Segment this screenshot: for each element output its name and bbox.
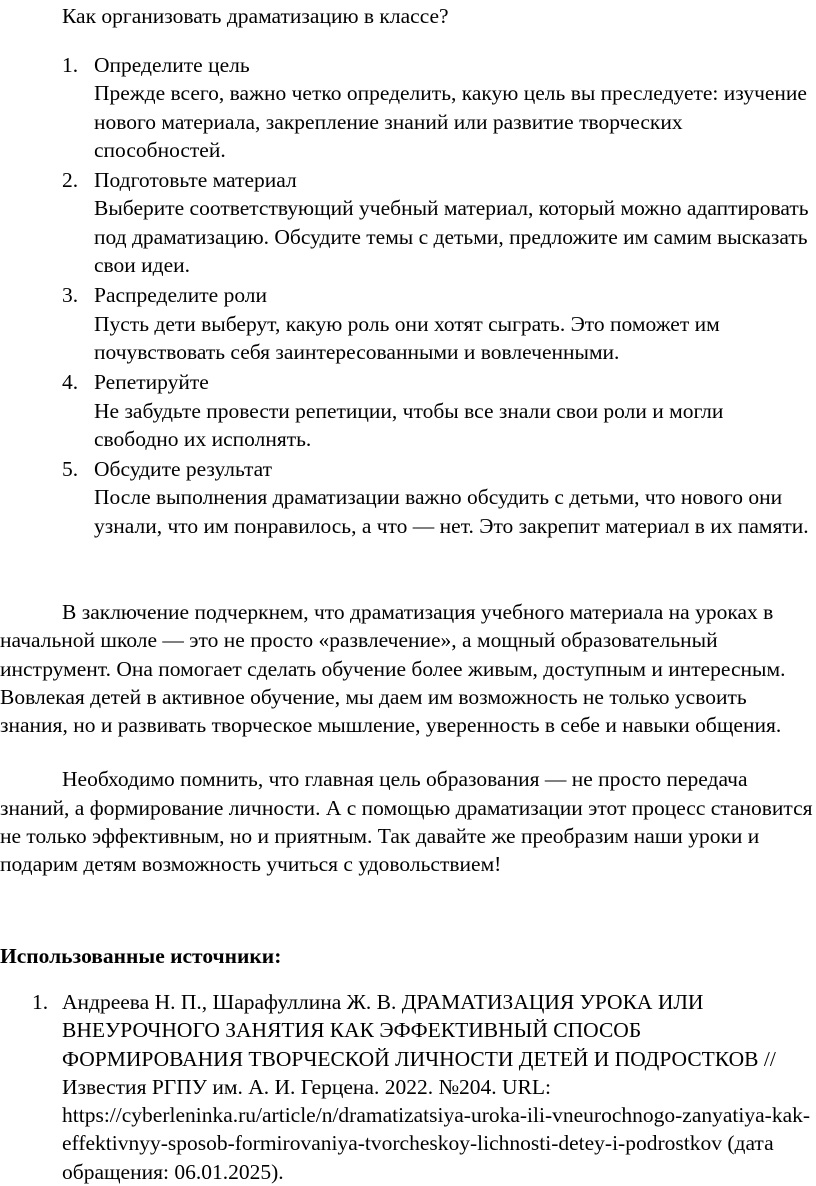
list-number: 1. <box>62 53 79 77</box>
step-title: Определите цель <box>94 53 250 77</box>
conclusion-section <box>0 598 816 879</box>
step-title: Подготовьте материал <box>94 168 297 193</box>
list-item <box>0 51 816 164</box>
list-number: 2. <box>62 168 79 193</box>
list-item <box>0 166 816 279</box>
step-text: Прежде всего, важно четко определить, какую цель вы преследуете: изучение нового материала, закрепление знаний или развитие творческих способностей. <box>94 81 807 162</box>
sources-heading: Использованные источники: <box>0 944 282 968</box>
list-number: 3. <box>62 283 79 308</box>
step-text: Пусть дети выберут, какую роль они хотят сыграть. Это поможет им почувствовать себя заинтересованными и вовлеченными. <box>94 311 720 364</box>
list-number: 5. <box>62 457 79 482</box>
step-title: Обсудите результат <box>94 457 273 482</box>
section-heading: Как организовать драматизацию в классе? <box>62 4 449 28</box>
list-item <box>0 455 816 540</box>
list-number: 1. <box>32 990 49 1014</box>
list-item <box>0 281 816 366</box>
sources-list <box>0 988 816 1186</box>
step-title: Распределите роли <box>94 283 268 308</box>
step-text: После выполнения драматизации важно обсудить с детьми, что нового они узнали, что им понравилось, а что — нет. Это закрепит материал в их памяти. <box>94 485 809 538</box>
paragraph: В заключение подчеркнем, что драматизация учебного материала на уроках в начальной школе — это не просто «развлечение», а мощный образовательный инструмент. Она помогает сделать обучение более живым, доступным и интересным. Вовлекая детей в активное обучение, мы даем им возможность не только усвоить знания, но и развивать творческое мышление, уверенность в себе и навыки общения. <box>0 600 786 738</box>
steps-list <box>0 51 816 542</box>
paragraph: Необходимо помнить, что главная цель образования — не просто передача знаний, а формирование личности. А с помощью драматизации этот процесс становится не только эффективным, но и приятным. Так давайте же преобразим наши уроки и подарим детям возможность учиться с удовольствием! <box>0 767 813 877</box>
source-citation: Андреева Н. П., Шарафуллина Ж. В. ДРАМАТИЗАЦИЯ УРОКА ИЛИ ВНЕУРОЧНОГО ЗАНЯТИЯ КАК ЭФФЕКТИВНЫЙ СПОСОБ ФОРМИРОВАНИЯ ТВОРЧЕСКОЙ ЛИЧНОСТИ ДЕТЕЙ И ПОДРОСТКОВ // Известия РГПУ им. А. И. Герцена. 2022. №204. URL: https://cyberleninka.ru/article/n/dramatizatsiya-uroka-ili-vneurochnogo-zanyatiya-kak-effektivnyy-sposob-formirovaniya-tvorcheskoy-lichnosti-detey-i-podrostkov (дата обращения: 06.01.2025). <box>62 990 811 1184</box>
list-number: 4. <box>62 370 79 395</box>
list-item <box>0 368 816 453</box>
step-text: Выберите соответствующий учебный материал, который можно адаптировать под драматизацию. Обсудите темы с детьми, предложите им самим высказать свои идеи. <box>94 196 809 278</box>
list-item <box>0 988 816 1186</box>
step-title: Репетируйте <box>94 370 209 395</box>
step-text: Не забудьте провести репетиции, чтобы все знали свои роли и могли свободно их исполнять. <box>94 398 724 451</box>
